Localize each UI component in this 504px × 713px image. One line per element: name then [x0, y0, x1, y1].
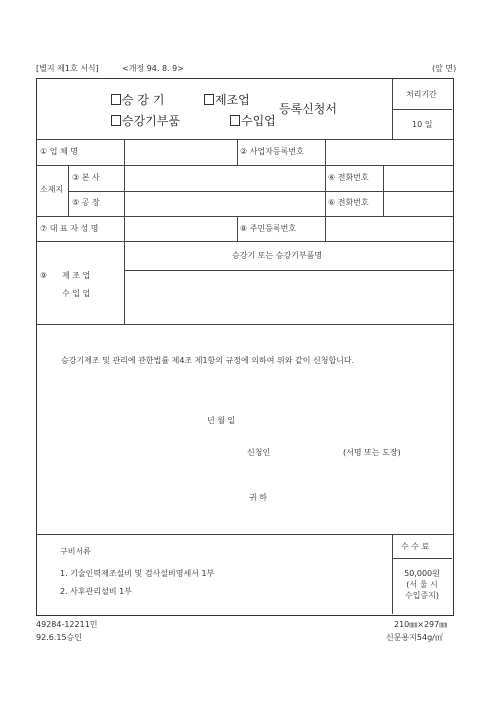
fee-note-2: 수입증지): [404, 591, 440, 600]
row-line: [36, 324, 453, 325]
fee-amount: 50,000원: [404, 569, 440, 578]
fee-note-1: (서 울 시: [406, 580, 438, 589]
business-type-manufacture: 제 조 업: [62, 271, 91, 280]
business-type-number: ⑨: [40, 271, 48, 280]
application-statement: 승강기제조 및 관리에 관한법률 제4조 제1항의 규정에 의하여 위와 같이 신청합니다.: [61, 356, 355, 365]
col-line: [124, 139, 125, 324]
head-office-label: ③ 본 사: [72, 173, 100, 182]
addressee: 귀 하: [249, 493, 267, 502]
title-option-import: 수입업: [230, 115, 276, 127]
row-line: [68, 191, 453, 192]
col-line: [325, 139, 326, 165]
col-line: [325, 165, 326, 216]
form-code: 49284-12211민: [36, 620, 98, 629]
approval-date: 92.6.15승인: [36, 633, 82, 642]
company-name-label: ① 업 체 명: [40, 147, 78, 156]
checkbox-icon: [111, 115, 121, 126]
ceo-name-label: ⑦ 대 표 자 성 명: [40, 224, 99, 233]
fee-label: 수 수 료: [401, 542, 430, 551]
row-line: [36, 534, 453, 535]
col-line: [383, 165, 384, 216]
factory-label: ⑤ 공 장: [72, 198, 100, 207]
title-option-parts: 승강기부품: [111, 115, 180, 127]
required-docs-heading: 구비서류: [60, 547, 91, 556]
row-line: [124, 270, 453, 271]
required-doc-2: 2. 사후관리설비 1부: [60, 587, 132, 596]
col-line: [237, 216, 238, 241]
processing-label: 처리기간: [406, 90, 437, 99]
revision-note: <개정 94. 8. 9>: [122, 64, 184, 73]
checkbox-icon: [204, 94, 214, 105]
signature-note: (서명 또는 도장): [343, 448, 401, 457]
applicant-label: 신청인: [247, 448, 271, 457]
paper-type: 신문용지54g/㎡: [386, 633, 443, 642]
row-line: [36, 216, 453, 217]
processing-hline: [392, 109, 452, 110]
checkbox-icon: [230, 115, 240, 126]
location-label: 소재지: [40, 185, 64, 194]
row-line: [36, 139, 453, 140]
business-reg-label: ② 사업자등록번호: [240, 147, 304, 156]
phone-label-2: ⑥ 전화번호: [328, 198, 369, 207]
row-line: [36, 241, 453, 242]
phone-label-1: ④ 전화번호: [328, 173, 369, 182]
page-side: (앞 면): [432, 64, 457, 73]
application-date: 년 월 일: [207, 416, 236, 425]
row-line: [392, 558, 452, 559]
title-option-elevator: 승 강 기: [111, 94, 164, 106]
row-line: [36, 165, 453, 166]
form-number: [별지 제1호 서식]: [36, 64, 99, 73]
col-line: [68, 165, 69, 216]
business-type-import: 수 입 업: [62, 289, 91, 298]
resident-reg-label: ⑧ 주민등록번호: [240, 224, 297, 233]
checkbox-icon: [111, 94, 121, 105]
paper-size: 210㎜×297㎜: [394, 620, 448, 629]
title-option-manufacture: 제조업: [204, 94, 250, 106]
required-doc-1: 1. 기술인력제조설비 및 검사설비명세서 1부: [60, 569, 215, 578]
col-line: [325, 216, 326, 241]
form-title: 등록신청서: [279, 102, 337, 116]
product-name-label: 승강기 또는 승강기부품명: [232, 251, 323, 260]
col-line: [237, 139, 238, 165]
processing-value: 10 일: [412, 120, 433, 129]
